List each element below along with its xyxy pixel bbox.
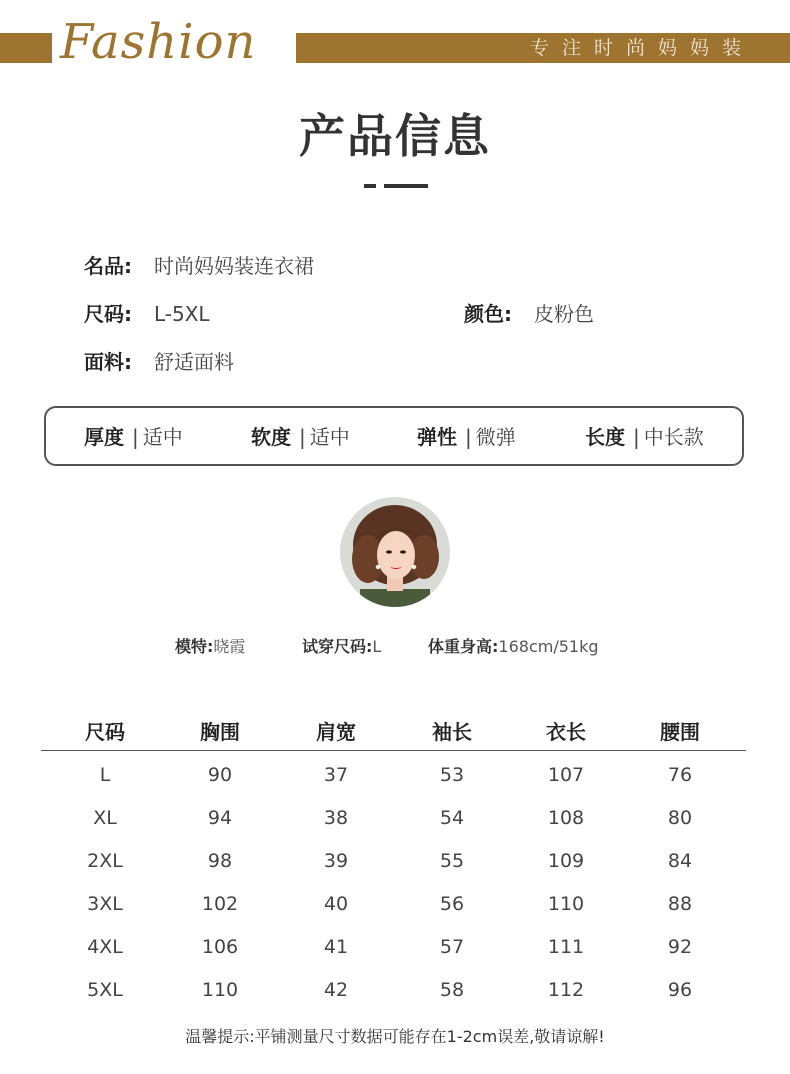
table-cell: 54: [439, 807, 465, 829]
info-name-value: 时尚妈妈装连衣裙: [154, 254, 314, 278]
table-cell: 92: [667, 936, 693, 958]
table-cell: 110: [201, 979, 239, 1001]
attr-length: [585, 424, 704, 450]
table-cell: 94: [207, 807, 233, 829]
table-cell: 98: [207, 850, 233, 872]
table-cell: 2XL: [87, 850, 123, 872]
attr-elasticity: [417, 424, 516, 450]
table-header-chest: 胸围: [200, 720, 240, 744]
table-cell: 106: [201, 936, 239, 958]
table-cell: 40: [323, 893, 349, 915]
table-cell: 41: [323, 936, 349, 958]
table-cell: 90: [207, 764, 233, 786]
info-fabric-row: [84, 348, 234, 376]
table-cell: 109: [547, 850, 585, 872]
model-body: [428, 636, 599, 658]
table-cell: 42: [323, 979, 349, 1001]
page-title: 产品信息: [299, 109, 491, 163]
model-body-value: 168cm/51kg: [498, 637, 599, 656]
info-size-label: 尺码:: [84, 302, 132, 326]
attr-separator: |: [132, 425, 139, 449]
model-body-label: 体重身高:: [428, 637, 499, 656]
attr-thickness: [84, 424, 183, 450]
table-cell: 57: [439, 936, 465, 958]
info-fabric-value: 舒适面料: [154, 350, 234, 374]
attr-thickness-label: 厚度: [84, 425, 124, 449]
table-header-waist: 腰围: [660, 720, 700, 744]
table-header-size: 尺码: [85, 720, 125, 744]
info-size-row: [84, 300, 210, 328]
model-size: [302, 636, 381, 658]
table-cell: 56: [439, 893, 465, 915]
info-fabric-label: 面料:: [84, 350, 132, 374]
model-name: [175, 636, 245, 658]
attr-softness-value: 适中: [309, 425, 350, 449]
model-name-value: 晓霞: [213, 637, 246, 656]
table-header-divider: [41, 750, 746, 751]
info-size-value: L-5XL: [154, 302, 210, 326]
info-name-row: [84, 252, 314, 280]
attribute-box: [44, 406, 744, 466]
attr-thickness-value: 适中: [142, 425, 183, 449]
attr-softness-label: 软度: [251, 425, 291, 449]
table-cell: 4XL: [87, 936, 123, 958]
attr-length-value: 中长款: [643, 425, 704, 449]
table-cell: 76: [667, 764, 693, 786]
table-cell: 107: [547, 764, 585, 786]
attr-elasticity-label: 弹性: [417, 425, 457, 449]
model-size-value: L: [372, 637, 382, 656]
slogan: 专注时尚妈妈装: [529, 37, 754, 59]
table-cell: L: [99, 764, 111, 786]
table-cell: 5XL: [87, 979, 123, 1001]
attr-softness: [251, 424, 350, 450]
model-name-label: 模特:: [175, 637, 214, 656]
table-header-sleeve: 袖长: [432, 720, 472, 744]
table-header-shoulder: 肩宽: [316, 720, 356, 744]
table-cell: 111: [547, 936, 585, 958]
attr-separator: |: [299, 425, 306, 449]
table-cell: 88: [667, 893, 693, 915]
table-cell: 110: [547, 893, 585, 915]
table-cell: 96: [667, 979, 693, 1001]
table-cell: 37: [323, 764, 349, 786]
table-cell: 38: [323, 807, 349, 829]
table-cell: 3XL: [87, 893, 123, 915]
table-cell: 53: [439, 764, 465, 786]
banner-bar-left: [0, 33, 52, 63]
header-banner: [0, 0, 790, 90]
table-cell: 80: [667, 807, 693, 829]
title-divider-short: [364, 184, 376, 188]
model-size-label: 试穿尺码:: [302, 637, 373, 656]
model-avatar: [340, 497, 450, 607]
attr-separator: |: [465, 425, 472, 449]
table-cell: 112: [547, 979, 585, 1001]
table-cell: 108: [547, 807, 585, 829]
attr-length-label: 长度: [585, 425, 625, 449]
attr-separator: |: [633, 425, 640, 449]
info-color-value: 皮粉色: [534, 302, 594, 326]
table-cell: 84: [667, 850, 693, 872]
table-cell: 39: [323, 850, 349, 872]
table-cell: 58: [439, 979, 465, 1001]
brand-logo: Fashion: [60, 14, 257, 70]
attr-elasticity-value: 微弹: [475, 425, 516, 449]
model-portrait-image: [340, 497, 450, 607]
measurement-note: 温馨提示:平铺测量尺寸数据可能存在1-2cm误差,敬请谅解!: [185, 1027, 605, 1046]
info-color-row: [464, 300, 594, 328]
table-cell: 102: [201, 893, 239, 915]
table-header-length: 衣长: [546, 720, 586, 744]
info-color-label: 颜色:: [464, 302, 512, 326]
title-divider-long: [384, 184, 428, 188]
info-name-label: 名品:: [84, 254, 132, 278]
table-cell: XL: [93, 807, 117, 829]
table-cell: 55: [439, 850, 465, 872]
